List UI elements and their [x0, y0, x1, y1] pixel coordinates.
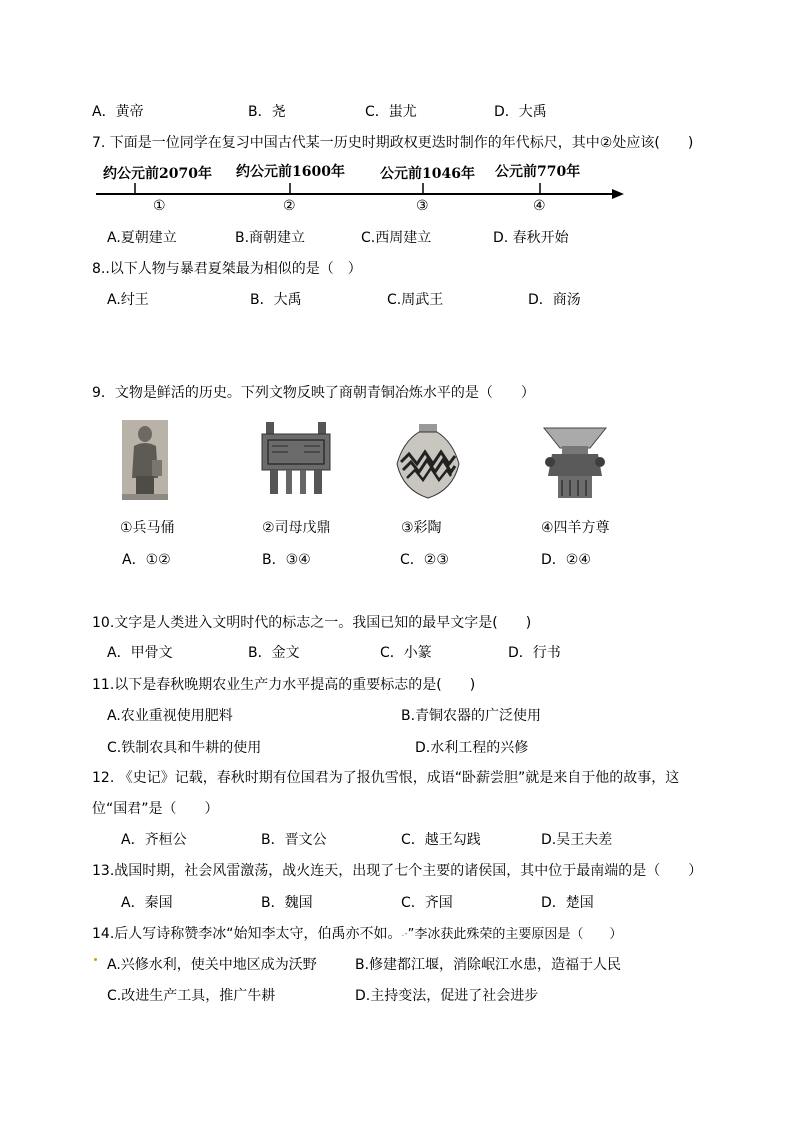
q13-option-b[interactable]: B．魏国 [261, 895, 313, 911]
q9-caption-2: ②司母戊鼎 [262, 520, 331, 536]
q11-stem: 11.以下是春秋晚期农业生产力水平提高的重要标志的是( ) [92, 677, 476, 693]
q10-stem: 10.文字是人类进入文明时代的标志之一。我国已知的最早文字是( ) [92, 615, 532, 631]
q7-option-b[interactable]: B.商朝建立 [235, 230, 306, 246]
q7-stem: 7. 下面是一位同学在复习中国古代某一历史时期政权更迭时制作的年代标尺，其中②处应该( ) [92, 135, 694, 151]
q13-option-d[interactable]: D．楚国 [541, 895, 594, 911]
timeline-label-2: 约公元前1600年 [236, 164, 345, 180]
q9-option-d[interactable]: D．②④ [541, 552, 591, 568]
q14-option-d[interactable]: D.主持变法，促进了社会进步 [355, 988, 539, 1004]
q11-option-a[interactable]: A.农业重视使用肥料 [107, 708, 233, 724]
timeline-label-4: 公元前770年 [495, 164, 581, 180]
timeline-label-1: 约公元前2070年 [103, 166, 212, 182]
q12-option-b[interactable]: B．晋文公 [261, 832, 327, 848]
q14-stem-part-1: 14.后人写诗称赞李冰“始知李太守，伯禹亦不如。 [92, 926, 402, 942]
q9-option-a[interactable]: A．①② [122, 552, 171, 568]
q14-option-b[interactable]: B.修建都江堰，消除岷江水患，造福于人民 [355, 957, 622, 973]
timeline-mark-3: ③ [416, 198, 429, 214]
q9-caption-4: ④四羊方尊 [541, 520, 610, 536]
q6-option-a[interactable]: A．黄帝 [92, 104, 144, 120]
stray-dot [94, 958, 97, 961]
q11-option-b[interactable]: B.青铜农器的广泛使用 [401, 708, 542, 724]
q14-stem: 14.后人写诗称赞李冰“始知李太守，伯禹亦不如。.-”李冰获此殊荣的主要原因是（ ） [92, 926, 623, 942]
q7-option-a[interactable]: A.夏朝建立 [107, 230, 177, 246]
q12-option-c[interactable]: C．越王勾践 [401, 832, 481, 848]
q8-stem: 8..以下人物与暴君夏桀最为相似的是（ ） [92, 261, 362, 277]
terracotta-warrior-image [122, 420, 168, 500]
q7-option-d[interactable]: D. 春秋开始 [493, 230, 569, 246]
q9-stem: 9．文物是鲜活的历史。下列文物反映了商朝青铜冶炼水平的是（ ） [92, 385, 535, 401]
q10-option-b[interactable]: B．金文 [248, 645, 300, 661]
q12-option-d[interactable]: D.吴王夫差 [541, 832, 613, 848]
timeline-mark-2: ② [283, 198, 296, 214]
timeline-mark-1: ① [153, 198, 166, 214]
q12-stem-line2: 位“国君”是（ ） [92, 801, 219, 817]
q9-caption-3: ③彩陶 [401, 520, 442, 536]
q8-option-b[interactable]: B．大禹 [250, 292, 302, 308]
q7-option-c[interactable]: C.西周建立 [361, 230, 432, 246]
q14-stem-part-2: ”李冰获此殊荣的主要原因是（ ） [407, 927, 623, 942]
timeline-label-3: 公元前1046年 [380, 166, 475, 182]
q9-caption-1: ①兵马俑 [120, 520, 175, 536]
q10-option-d[interactable]: D．行书 [508, 645, 561, 661]
q11-option-d[interactable]: D.水利工程的兴修 [415, 740, 529, 756]
q13-stem: 13.战国时期，社会风雷激荡，战火连天，出现了七个主要的诸侯国，其中位于最南端的是（ ） [92, 863, 703, 879]
timeline-arrow-icon [612, 189, 624, 199]
q10-option-a[interactable]: A．甲骨文 [107, 645, 173, 661]
simuwu-ding-image [258, 422, 334, 498]
q14-option-a[interactable]: A.兴修水利，使关中地区成为沃野 [107, 957, 317, 973]
q8-option-a[interactable]: A.纣王 [107, 292, 149, 308]
q6-option-c[interactable]: C．蚩尤 [365, 104, 417, 120]
q14-option-c[interactable]: C.改进生产工具，推广牛耕 [107, 988, 276, 1004]
four-goat-square-zun-image [540, 426, 610, 500]
q13-option-a[interactable]: A．秦国 [121, 895, 173, 911]
q9-option-b[interactable]: B．③④ [262, 552, 311, 568]
q12-stem-line1: 12. 《史记》记载，春秋时期有位国君为了报仇雪恨，成语“卧薪尝胆”就是来自于他的故事，这 [92, 770, 680, 786]
q8-option-d[interactable]: D．商汤 [528, 292, 581, 308]
q6-option-d[interactable]: D．大禹 [494, 104, 547, 120]
painted-pottery-image [393, 424, 463, 500]
q6-option-b[interactable]: B．尧 [248, 104, 286, 120]
q11-option-c[interactable]: C.铁制农具和牛耕的使用 [107, 740, 262, 756]
timeline-mark-4: ④ [533, 198, 546, 214]
q9-option-c[interactable]: C．②③ [400, 552, 449, 568]
q8-option-c[interactable]: C.周武王 [387, 292, 444, 308]
q13-option-c[interactable]: C．齐国 [401, 895, 453, 911]
q10-option-c[interactable]: C．小篆 [380, 645, 432, 661]
q12-option-a[interactable]: A．齐桓公 [121, 832, 187, 848]
